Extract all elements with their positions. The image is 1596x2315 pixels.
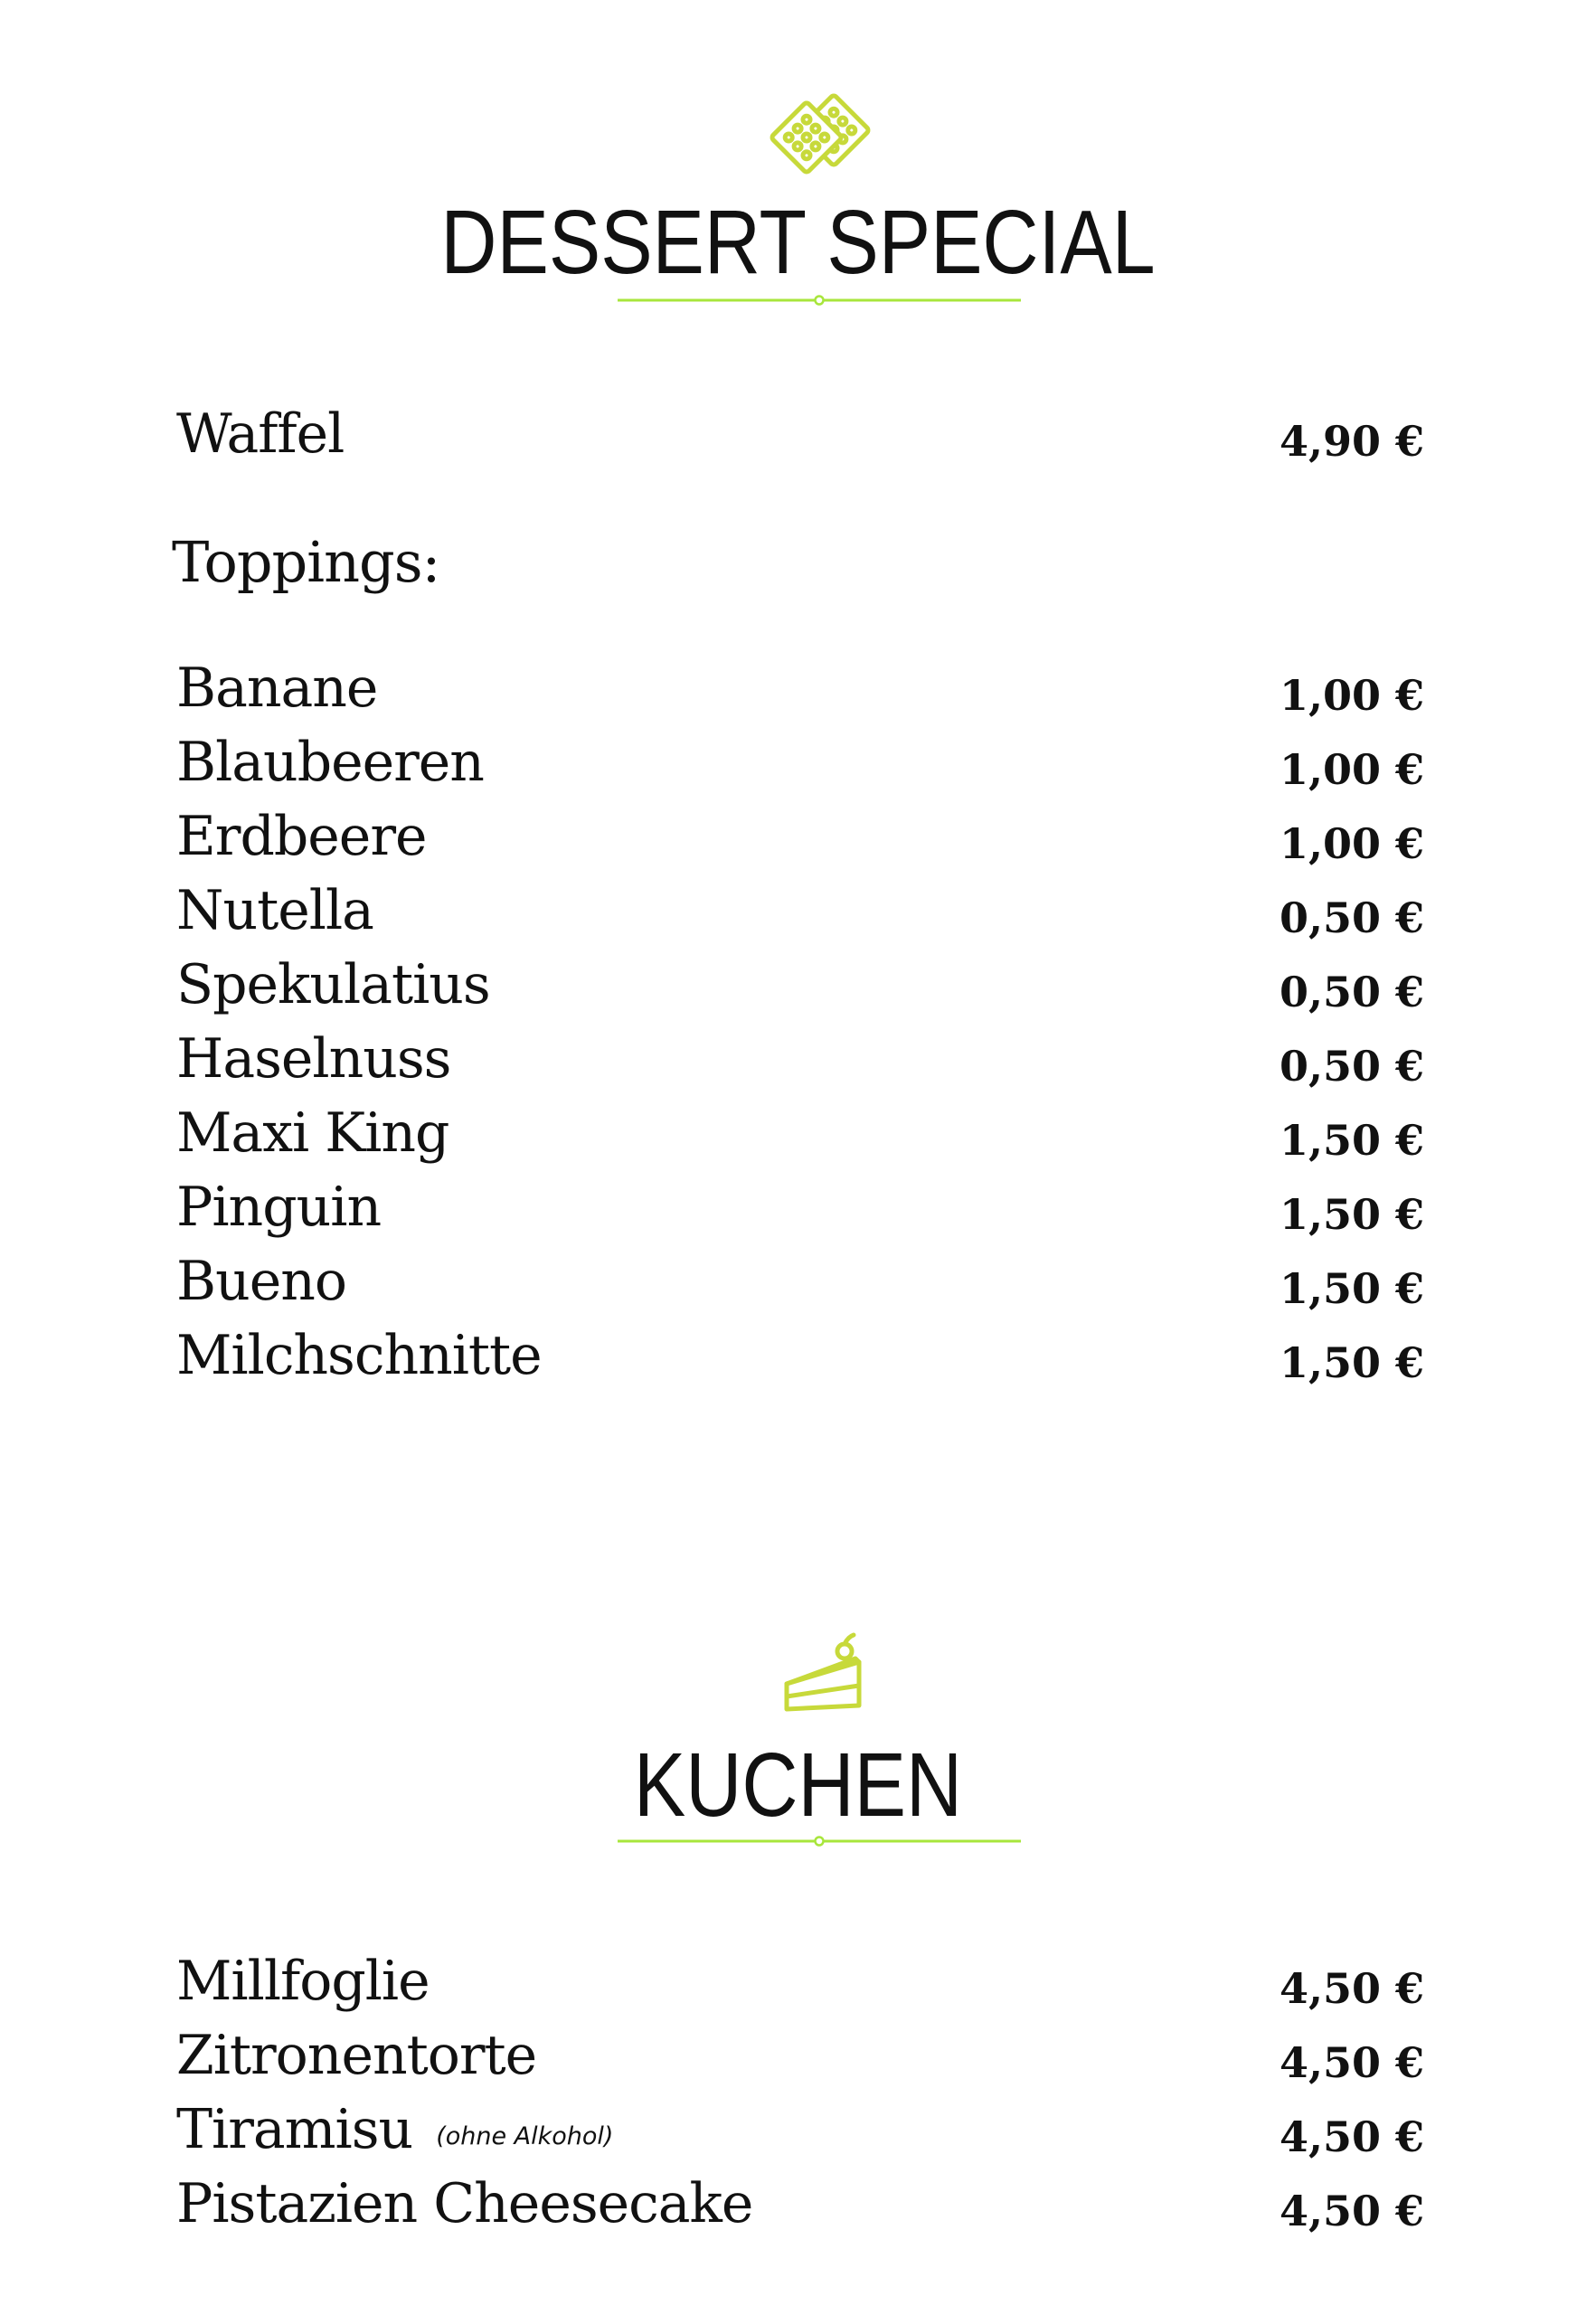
dessert-section-title: DESSERT SPECIAL — [440, 192, 1156, 293]
topping-row — [176, 726, 1424, 798]
item-note: (ohne Alkohol) — [436, 2122, 614, 2150]
item-price: 4,50 € — [1279, 2038, 1424, 2087]
item-price: 4,50 € — [1279, 2187, 1424, 2235]
item-name: Millfoglie — [176, 1950, 430, 2013]
item-name: Erdbeere — [176, 805, 427, 868]
item-name: Zitronentorte — [176, 2024, 537, 2087]
item-price: 4,90 € — [1279, 417, 1424, 466]
item-price: 1,50 € — [1279, 1190, 1424, 1239]
topping-row — [176, 1245, 1424, 1318]
item-price: 1,00 € — [1279, 671, 1424, 720]
item-price: 4,50 € — [1279, 1964, 1424, 2013]
item-price: 1,00 € — [1279, 745, 1424, 794]
item-price: 0,50 € — [1279, 893, 1424, 942]
topping-row — [176, 949, 1424, 1021]
kuchen-row — [176, 2168, 1424, 2240]
dessert-divider — [618, 295, 1021, 306]
item-price: 4,50 € — [1279, 2112, 1424, 2161]
item-name: Maxi King — [176, 1101, 449, 1165]
kuchen-row — [176, 2093, 1424, 2166]
topping-row — [176, 800, 1424, 873]
topping-row — [176, 874, 1424, 947]
item-name: Blaubeeren — [176, 731, 484, 794]
item-name: Nutella — [176, 879, 373, 942]
item-name: Banane — [176, 657, 378, 720]
topping-row — [176, 1023, 1424, 1095]
item-name-text: Tiramisu — [176, 2098, 413, 2161]
kuchen-row — [176, 2019, 1424, 2092]
cake-slice-icon — [779, 1631, 870, 1715]
item-name: Bueno — [176, 1250, 347, 1313]
kuchen-row — [176, 1945, 1424, 2017]
waffle-icon — [761, 89, 879, 179]
item-price: 1,50 € — [1279, 1264, 1424, 1313]
kuchen-section-title: KUCHEN — [633, 1734, 963, 1836]
item-price: 0,50 € — [1279, 968, 1424, 1016]
item-name: Waffel — [176, 402, 345, 466]
item-price: 1,50 € — [1279, 1338, 1424, 1387]
item-name: Pinguin — [176, 1176, 382, 1239]
item-price: 1,00 € — [1279, 819, 1424, 868]
topping-row — [176, 1097, 1424, 1169]
item-price: 0,50 € — [1279, 1042, 1424, 1091]
item-name: Pistazien Cheesecake — [176, 2172, 753, 2235]
item-name: Spekulatius — [176, 953, 490, 1016]
item-price: 1,50 € — [1279, 1116, 1424, 1165]
item-name — [176, 2093, 613, 2173]
toppings-heading: Toppings: — [172, 529, 440, 595]
topping-row — [176, 652, 1424, 724]
topping-row — [176, 1319, 1424, 1392]
menu-item-waffel — [176, 398, 1424, 470]
topping-row — [176, 1171, 1424, 1243]
item-name: Milchschnitte — [176, 1324, 542, 1387]
kuchen-divider — [618, 1836, 1021, 1847]
item-name: Haselnuss — [176, 1027, 451, 1091]
